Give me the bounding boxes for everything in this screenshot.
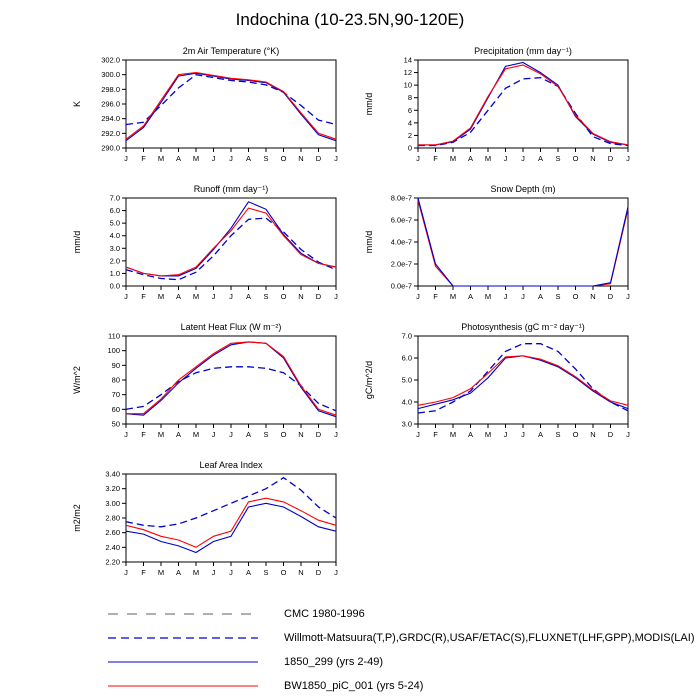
x-tick-label: J: [626, 292, 630, 301]
y-tick-label: 2.60: [105, 528, 120, 538]
x-tick-label: A: [467, 292, 474, 301]
x-tick-label: S: [263, 568, 269, 577]
series-line-bw1850-pic-001: [126, 208, 336, 276]
x-tick-label: A: [245, 430, 252, 439]
x-tick-label: J: [229, 430, 233, 439]
x-tick-label: F: [433, 292, 438, 301]
x-tick-label: F: [141, 292, 146, 301]
series-line-1850-299: [418, 63, 628, 145]
y-axis-label: W/m^2: [72, 366, 82, 394]
chart-svg-2m-air-temperature: [64, 44, 344, 166]
series-line-1850-299: [126, 342, 336, 417]
y-tick-label: 5.0: [401, 375, 412, 385]
x-tick-label: A: [245, 568, 252, 577]
legend-entry-1850-299-yrs-2-49-: [108, 650, 695, 674]
x-tick-label: D: [607, 292, 614, 301]
x-tick-label: J: [416, 292, 420, 301]
x-tick-label: J: [211, 430, 216, 439]
y-tick-label: 296.0: [101, 99, 120, 109]
x-tick-label: A: [175, 430, 182, 439]
y-tick-label: 2.80: [105, 513, 120, 523]
chart-title: Latent Heat Flux (W m⁻²): [180, 322, 282, 332]
x-tick-label: J: [503, 292, 508, 301]
chart-svg-latent-heat-flux: [64, 320, 344, 442]
chart-photosynthesis: [356, 320, 636, 447]
y-tick-label: 2: [407, 130, 412, 140]
x-tick-label: D: [607, 154, 614, 163]
y-tick-label: 4: [407, 118, 412, 128]
y-tick-label: 294.0: [101, 114, 120, 124]
y-tick-label: 3.20: [105, 484, 120, 494]
x-tick-label: S: [555, 154, 561, 163]
y-tick-label: 70: [111, 390, 120, 400]
x-tick-label: O: [572, 430, 579, 439]
x-tick-label: A: [467, 430, 474, 439]
y-tick-label: 60: [111, 404, 120, 414]
y-axis-label: gC/m^2/d: [364, 360, 374, 400]
x-tick-label: J: [503, 430, 508, 439]
x-tick-label: F: [433, 430, 438, 439]
y-tick-label: 4.0e-7: [390, 237, 412, 247]
x-tick-label: M: [484, 154, 492, 163]
chart-title: Leaf Area Index: [199, 460, 263, 470]
series-line-bw1850-pic-001: [126, 342, 336, 415]
x-tick-label: A: [175, 154, 182, 163]
x-tick-label: M: [157, 568, 165, 577]
y-axis-label: K: [72, 100, 82, 108]
chart-precipitation: [356, 44, 636, 171]
x-tick-label: N: [298, 154, 304, 163]
series-line-modis: [126, 478, 336, 527]
series-line-bw1850-pic-001: [418, 356, 628, 406]
series-line-bw1850-pic-001: [418, 65, 628, 145]
chart-title: Photosynthesis (gC m⁻² day⁻¹): [461, 322, 585, 332]
legend-label: BW1850_piC_001 (yrs 5-24): [284, 680, 424, 692]
x-tick-label: J: [503, 154, 508, 163]
y-axis-label: mm/d: [364, 92, 374, 116]
x-tick-label: J: [124, 292, 128, 301]
x-tick-label: J: [211, 292, 216, 301]
chart-snow-depth: [356, 182, 636, 309]
y-tick-label: 80: [111, 375, 120, 385]
y-tick-label: 4.0: [401, 397, 412, 407]
chart-title: Precipitation (mm day⁻¹): [474, 46, 572, 56]
x-tick-label: M: [157, 430, 165, 439]
x-tick-label: N: [590, 292, 596, 301]
y-tick-label: 6: [407, 105, 412, 115]
legend-label: CMC 1980-1996: [284, 608, 365, 620]
y-tick-label: 298.0: [101, 84, 120, 94]
x-tick-label: J: [416, 154, 420, 163]
y-tick-label: 3.00: [105, 498, 120, 508]
x-tick-label: F: [141, 430, 146, 439]
x-tick-label: O: [280, 568, 287, 577]
chart-leaf-area-index: [64, 458, 344, 585]
x-tick-label: F: [433, 154, 438, 163]
x-tick-label: O: [280, 154, 287, 163]
legend-label: Willmott-Matsuura(T,P),GRDC(R),USAF/ETAC(S),FLUXNET(LHF,GPP),MODIS(LAI): [284, 632, 695, 644]
y-tick-label: 100: [107, 346, 120, 356]
x-tick-label: F: [141, 568, 146, 577]
y-axis-label: m2/m2: [72, 504, 82, 532]
x-tick-label: N: [590, 154, 596, 163]
chart-title: Runoff (mm day⁻¹): [193, 184, 269, 194]
x-tick-label: A: [537, 292, 544, 301]
y-tick-label: 90: [111, 360, 120, 370]
x-tick-label: J: [626, 430, 630, 439]
chart-svg-precipitation: [356, 44, 636, 166]
x-tick-label: M: [192, 430, 200, 439]
y-tick-label: 3.0: [109, 243, 120, 253]
series-line-1850-299: [126, 503, 336, 552]
x-tick-label: O: [280, 292, 287, 301]
x-tick-label: J: [229, 154, 233, 163]
x-tick-label: J: [211, 568, 216, 577]
x-tick-label: J: [124, 568, 128, 577]
legend-line-sample: [108, 608, 258, 620]
y-tick-label: 12: [403, 68, 412, 78]
x-tick-label: N: [298, 430, 304, 439]
x-tick-label: O: [280, 430, 287, 439]
y-tick-label: 8.0e-7: [390, 193, 412, 203]
y-tick-label: 0: [407, 143, 412, 153]
x-tick-label: J: [124, 430, 128, 439]
chart-title: Snow Depth (m): [490, 184, 556, 194]
y-tick-label: 1.0: [109, 268, 120, 278]
x-tick-label: S: [263, 154, 269, 163]
x-tick-label: J: [334, 568, 338, 577]
chart-svg-photosynthesis: [356, 320, 636, 442]
x-tick-label: M: [192, 154, 200, 163]
x-tick-label: D: [315, 292, 322, 301]
y-tick-label: 3.0: [401, 419, 412, 429]
x-tick-label: J: [229, 568, 233, 577]
y-tick-label: 6.0e-7: [390, 215, 412, 225]
plot-frame: [126, 336, 336, 424]
series-line-bw1850-pic-001: [126, 73, 336, 140]
legend-line-sample: [108, 632, 258, 644]
x-tick-label: J: [521, 292, 525, 301]
series-line-1850-299: [418, 198, 628, 286]
y-tick-label: 110: [108, 331, 120, 341]
y-tick-label: 14: [403, 55, 412, 65]
y-tick-label: 300.0: [101, 70, 120, 80]
x-tick-label: J: [521, 430, 525, 439]
series-line-1850-299: [126, 73, 336, 141]
chart-svg-snow-depth: [356, 182, 636, 304]
y-tick-label: 6.0: [109, 206, 120, 216]
x-tick-label: J: [334, 154, 338, 163]
x-tick-label: D: [315, 568, 322, 577]
x-tick-label: S: [555, 430, 561, 439]
x-tick-label: S: [263, 292, 269, 301]
x-tick-label: F: [141, 154, 146, 163]
x-tick-label: A: [245, 154, 252, 163]
x-tick-label: J: [521, 154, 525, 163]
y-tick-label: 7.0: [109, 193, 120, 203]
y-tick-label: 7.0: [401, 331, 412, 341]
chart-2m-air-temperature: [64, 44, 344, 171]
y-tick-label: 2.40: [105, 542, 120, 552]
x-tick-label: M: [484, 292, 492, 301]
x-tick-label: D: [315, 430, 322, 439]
x-tick-label: S: [263, 430, 269, 439]
x-tick-label: M: [449, 430, 457, 439]
x-tick-label: M: [484, 430, 492, 439]
plot-frame: [126, 198, 336, 286]
chart-runoff: [64, 182, 344, 309]
y-tick-label: 302.0: [101, 55, 120, 65]
x-tick-label: M: [192, 568, 200, 577]
y-tick-label: 290.0: [101, 143, 120, 153]
y-tick-label: 4.0: [109, 231, 120, 241]
x-tick-label: A: [467, 154, 474, 163]
legend-entry-willmott-matsuura-t-p-grdc-r-u: [108, 626, 695, 650]
plot-frame: [126, 60, 336, 148]
x-tick-label: A: [537, 430, 544, 439]
x-tick-label: O: [572, 154, 579, 163]
chart-title: 2m Air Temperature (°K): [182, 46, 280, 56]
y-tick-label: 10: [403, 80, 412, 90]
x-tick-label: N: [298, 568, 304, 577]
chart-svg-runoff: [64, 182, 344, 304]
series-line-bw1850-pic-001: [418, 200, 628, 286]
x-tick-label: M: [449, 292, 457, 301]
series-line-1850-299: [126, 202, 336, 276]
plot-frame: [418, 198, 628, 286]
x-tick-label: D: [315, 154, 322, 163]
x-tick-label: J: [626, 154, 630, 163]
x-tick-label: M: [192, 292, 200, 301]
x-tick-label: J: [229, 292, 233, 301]
x-tick-label: N: [590, 430, 596, 439]
y-tick-label: 6.0: [401, 353, 412, 363]
x-tick-label: A: [537, 154, 544, 163]
x-tick-label: J: [334, 292, 338, 301]
x-tick-label: M: [157, 292, 165, 301]
series-line-1850-299: [418, 356, 628, 409]
legend-entry-bw1850-pic-001-yrs-5-24-: [108, 674, 695, 698]
y-axis-label: mm/d: [72, 230, 82, 254]
x-tick-label: N: [298, 292, 304, 301]
x-tick-label: O: [572, 292, 579, 301]
y-tick-label: 2.0e-7: [390, 259, 412, 269]
chart-svg-leaf-area-index: [64, 458, 344, 580]
legend-line-sample: [108, 680, 258, 692]
y-tick-label: 2.0: [109, 256, 120, 266]
chart-latent-heat-flux: [64, 320, 344, 447]
series-line-fluxnet: [418, 344, 628, 413]
y-tick-label: 2.20: [105, 557, 120, 567]
y-tick-label: 0.0: [109, 281, 120, 291]
x-tick-label: D: [607, 430, 614, 439]
x-tick-label: M: [157, 154, 165, 163]
x-tick-label: J: [416, 430, 420, 439]
legend: [108, 602, 695, 698]
legend-line-sample: [108, 656, 258, 668]
y-tick-label: 8: [407, 93, 412, 103]
x-tick-label: A: [175, 568, 182, 577]
page-title: Indochina (10-23.5N,90-120E): [235, 10, 465, 29]
legend-entry-cmc-1980-1996: [108, 602, 695, 626]
x-tick-label: J: [334, 430, 338, 439]
x-tick-label: J: [211, 154, 216, 163]
x-tick-label: J: [124, 154, 128, 163]
y-axis-label: mm/d: [364, 230, 374, 254]
plot-frame: [418, 336, 628, 424]
y-tick-label: 5.0: [109, 218, 120, 228]
series-line-fluxnet: [126, 367, 336, 411]
x-tick-label: M: [449, 154, 457, 163]
x-tick-label: S: [555, 292, 561, 301]
legend-label: 1850_299 (yrs 2-49): [284, 656, 384, 668]
x-tick-label: A: [175, 292, 182, 301]
y-tick-label: 50: [111, 419, 120, 429]
y-tick-label: 0.0e-7: [390, 281, 412, 291]
y-tick-label: 3.40: [105, 469, 120, 479]
y-tick-label: 292.0: [101, 128, 120, 138]
x-tick-label: A: [245, 292, 252, 301]
